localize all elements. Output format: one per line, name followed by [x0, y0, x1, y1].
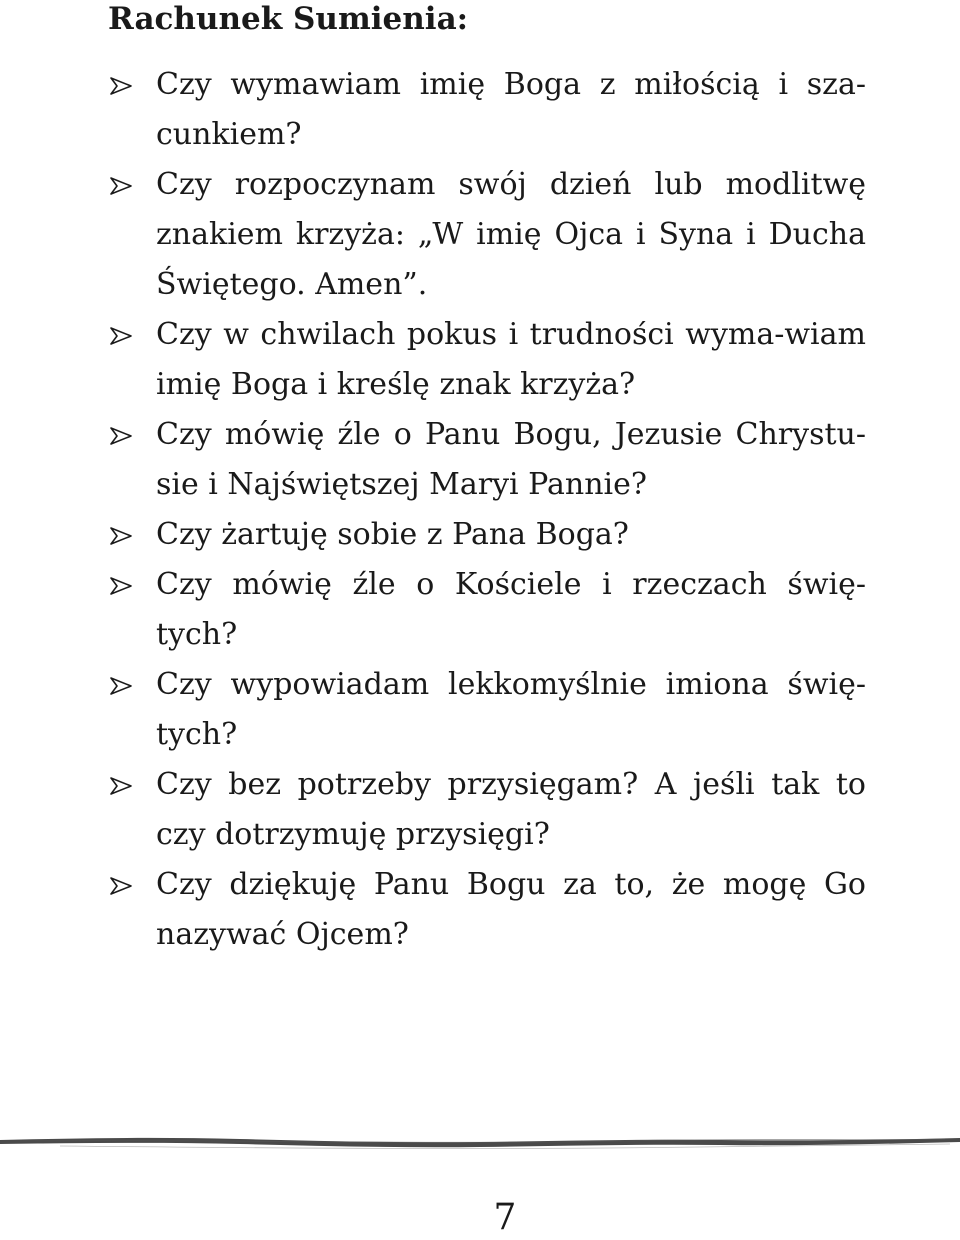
- decorative-brush-rule: [0, 1128, 960, 1158]
- question-text: Czy wypowiadam lekkomyślnie imiona świę-tych?: [156, 667, 866, 752]
- question-text: Czy rozpoczynam swój dzień lub modlitwę znakiem krzyża: „W imię Ojca i Syna i Ducha Świętego. Amen”.: [156, 167, 866, 302]
- arrowhead-bullet-icon: [108, 410, 156, 460]
- list-item: [108, 310, 866, 410]
- list-item: [108, 160, 866, 310]
- question-text: Czy mówię źle o Panu Bogu, Jezusie Chrystu-sie i Najświętszej Maryi Pannie?: [156, 417, 866, 502]
- page-number: 7: [493, 1197, 517, 1238]
- question-text: Czy w chwilach pokus i trudności wyma-wiam imię Boga i kreślę znak krzyża?: [156, 317, 866, 402]
- list-item: [108, 760, 866, 860]
- question-text: Czy dziękuję Panu Bogu za to, że mogę Go nazywać Ojcem?: [156, 867, 866, 952]
- list-item: [108, 410, 866, 510]
- arrowhead-bullet-icon: [108, 510, 156, 560]
- list-item: [108, 860, 866, 960]
- arrowhead-bullet-icon: [108, 660, 156, 710]
- list-item: [108, 60, 866, 160]
- arrowhead-bullet-icon: [108, 860, 156, 910]
- question-text: Czy wymawiam imię Boga z miłością i sza-cunkiem?: [156, 67, 866, 152]
- question-list: [108, 60, 866, 960]
- arrowhead-bullet-icon: [108, 760, 156, 810]
- arrowhead-bullet-icon: [108, 560, 156, 610]
- list-item: [108, 660, 866, 760]
- question-text: Czy bez potrzeby przysięgam? A jeśli tak to czy dotrzymuję przysięgi?: [156, 767, 866, 852]
- list-item: [108, 560, 866, 660]
- question-text: Czy mówię źle o Kościele i rzeczach świę-tych?: [156, 567, 866, 652]
- list-item: [108, 510, 866, 560]
- arrowhead-bullet-icon: [108, 60, 156, 110]
- arrowhead-bullet-icon: [108, 310, 156, 360]
- arrowhead-bullet-icon: [108, 160, 156, 210]
- question-text: Czy żartuję sobie z Pana Boga?: [156, 517, 629, 552]
- page-heading: Rachunek Sumienia:: [108, 1, 469, 37]
